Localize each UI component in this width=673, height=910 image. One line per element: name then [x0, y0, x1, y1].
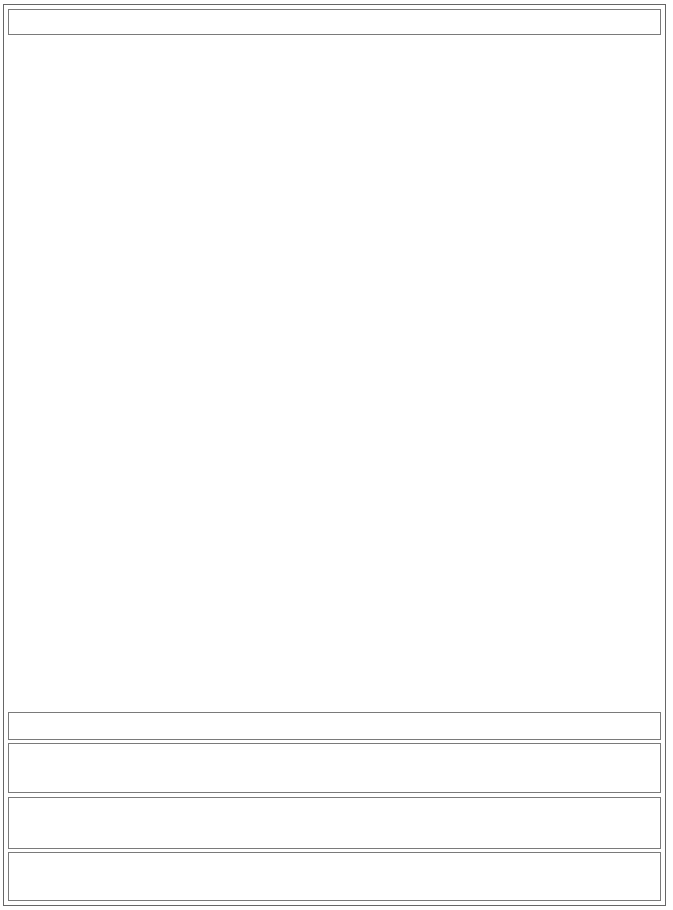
note-overdue — [8, 743, 661, 793]
note-producer — [8, 852, 661, 901]
mileage-section — [8, 712, 661, 740]
query-header — [8, 9, 661, 35]
note-disclaimer — [8, 797, 661, 849]
vehicle-info-panel — [3, 4, 666, 906]
